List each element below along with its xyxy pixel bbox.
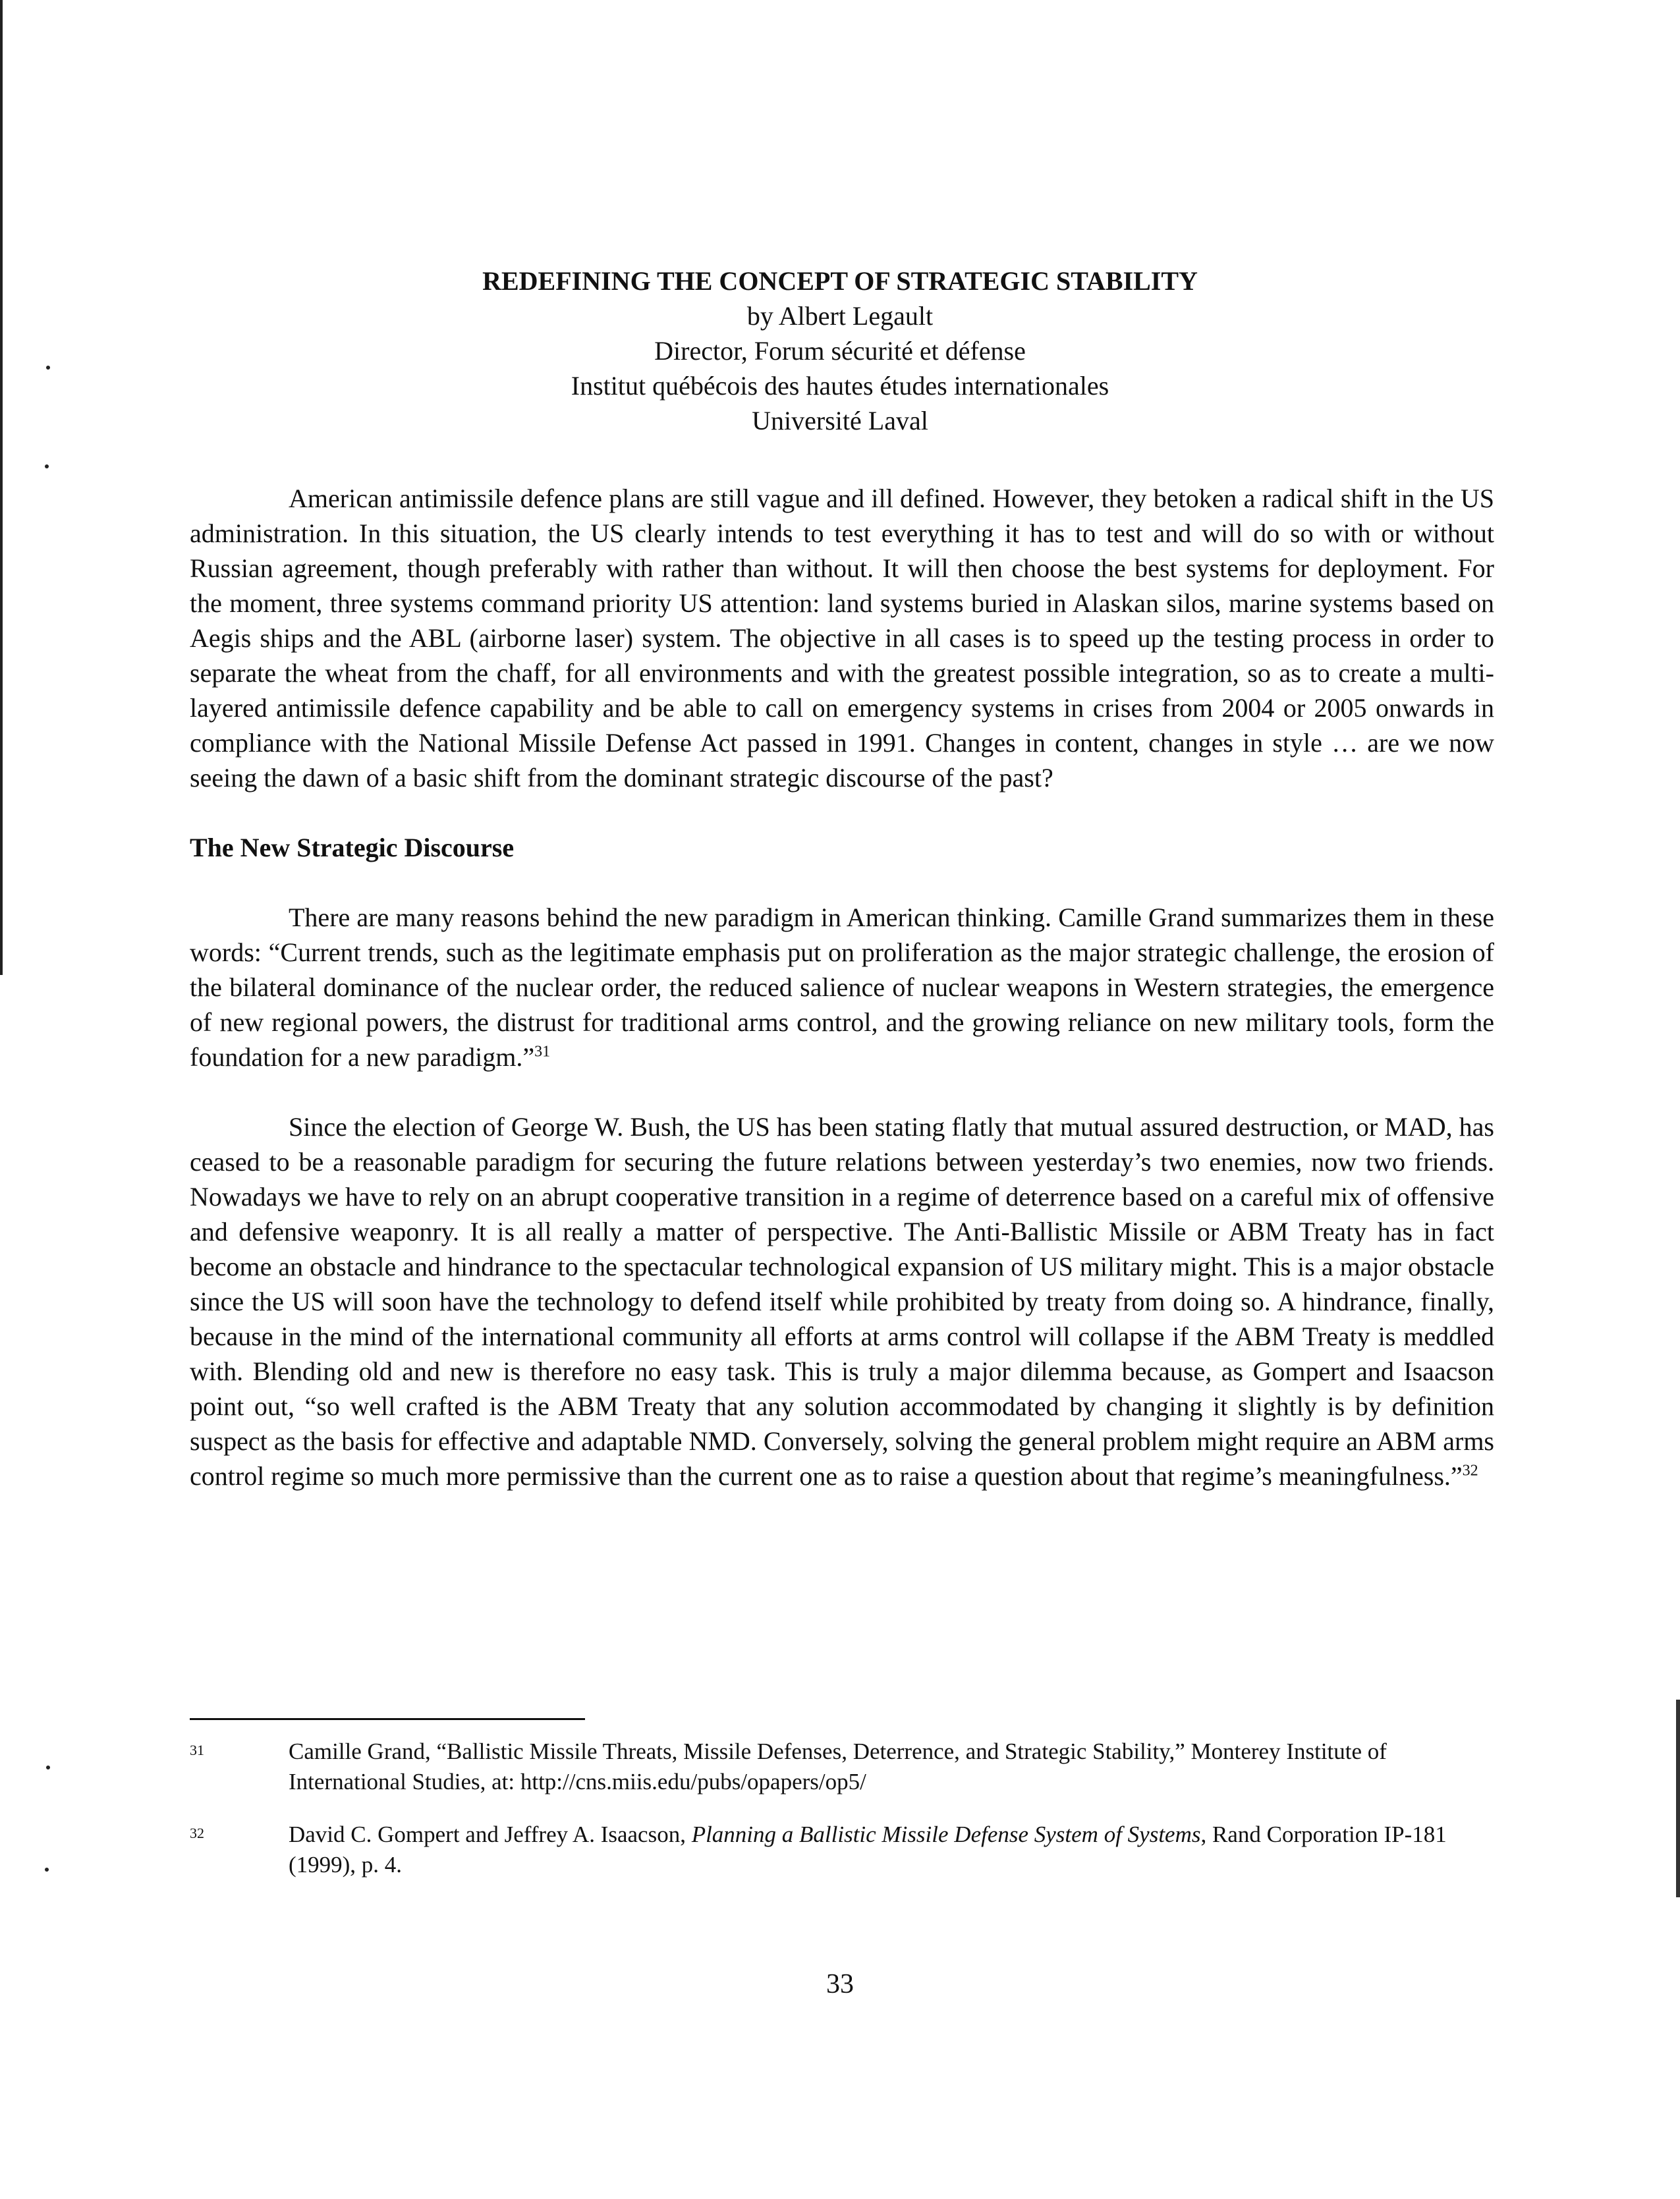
scan-speck: [45, 1868, 49, 1872]
intro-paragraph: American antimissile defence plans are still vague and ill defined. However, they betoken a radical shift in the US administration. In this situation, the US clearly intends to test everything it has to test and will do so with or without Russian agreement, though preferably with rather than without. It will then choose the best systems for deployment. For the moment, three systems command priority US attention: land systems buried in Alaskan silos, marine systems based on Aegis ships and the ABL (airborne laser) system. The objective in all cases is to speed up the testing process in order to separate the wheat from the chaff, for all environments and with the greatest possible integration, so as to create a multi-layered antimissile defence capability and be able to call on emergency systems in crises from 2004 or 2005 onwards in compliance with the National Missile Defense Act passed in 1991. Changes in content, changes in style … are we now seeing the dawn of a basic shift from the dominant strategic discourse of the past?: [190, 484, 1494, 793]
body-paragraph: [190, 900, 1494, 1074]
author-institute: Institut québécois des hautes études internationales: [571, 371, 1109, 401]
author-position: Director, Forum sécurité et défense: [654, 336, 1026, 366]
footnote-text: [289, 1820, 1494, 1880]
body-paragraph: [190, 1109, 1494, 1493]
section-heading: The New Strategic Discourse: [190, 833, 515, 862]
paragraph-text: Since the election of George W. Bush, the US has been stating flatly that mutual assured destruction, or MAD, has ceased to be a reasonable paradigm for securing the future relations between yesterday’s two enemies, now two friends. Nowadays we have to rely on an abrupt cooperative transition in a regime of deterrence based on a careful mix of offensive and defensive weaponry. It is all really a matter of perspective. The Anti-Ballistic Missile or ABM Treaty has in fact become an obstacle and hindrance to the spectacular technological expansion of US military might. This is a major obstacle since the US will soon have the technology to defend itself while prohibited by treaty from doing so. A hindrance, finally, because in the mind of the international community all efforts at arms control will collapse if the ABM Treaty is meddled with. Blending old and new is therefore no easy task. This is truly a major dilemma because, as Gompert and Isaacson point out, “so well crafted is the ABM Treaty that any solution accommodated by changing it slightly is by definition suspect as the basis for effective and adaptable NMD. Conversely, solving the general problem might require an ABM arms control regime so much more permissive than the current one as to raise a question about that regime’s meaningfulness.”: [190, 1112, 1494, 1491]
footnote-publisher: , Rand Corporation IP-181 (1999), p. 4.: [289, 1822, 1447, 1878]
article-title: REDEFINING THE CONCEPT OF STRATEGIC STABILITY: [482, 266, 1198, 296]
article-body: [190, 481, 1494, 1493]
page-number: 33: [826, 1969, 854, 1999]
author-university: Université Laval: [752, 406, 928, 435]
scan-right-edge: [1676, 1700, 1680, 1897]
footnote-number: 32: [190, 1825, 204, 1841]
scan-left-edge: [0, 0, 3, 975]
footnote-work-title: Planning a Ballistic Missile Defense System of Systems: [691, 1822, 1201, 1847]
footnote-authors: David C. Gompert and Jeffrey A. Isaacson,: [289, 1822, 692, 1847]
article-header: [0, 264, 1680, 438]
footnote-ref: 31: [534, 1043, 551, 1061]
paragraph-text: There are many reasons behind the new paradigm in American thinking. Camille Grand summarizes them in these words: “Current trends, such as the legitimate emphasis put on proliferation as the major strategic challenge, the erosion of the bilateral dominance of the nuclear order, the reduced salience of nuclear weapons in Western strategies, the emergence of new regional powers, the distrust for traditional arms control, and the growing reliance on new military tools, form the foundation for a new paradigm.”: [190, 903, 1494, 1072]
footnote-text: Camille Grand, “Ballistic Missile Threats, Missile Defenses, Deterrence, and Strategic Stability,” Monterey Institute of International Studies, at: http://cns.miis.edu/pubs/opapers/op5/: [289, 1739, 1387, 1795]
scan-speck: [45, 464, 49, 468]
footnote-separator: [190, 1718, 585, 1720]
footnote-ref: 32: [1462, 1462, 1478, 1480]
byline: by Albert Legault: [746, 301, 934, 331]
footnote: [190, 1820, 1494, 1880]
footnote-number: 31: [190, 1742, 204, 1758]
scan-speck: [46, 1766, 50, 1769]
footnote: [190, 1737, 1494, 1797]
